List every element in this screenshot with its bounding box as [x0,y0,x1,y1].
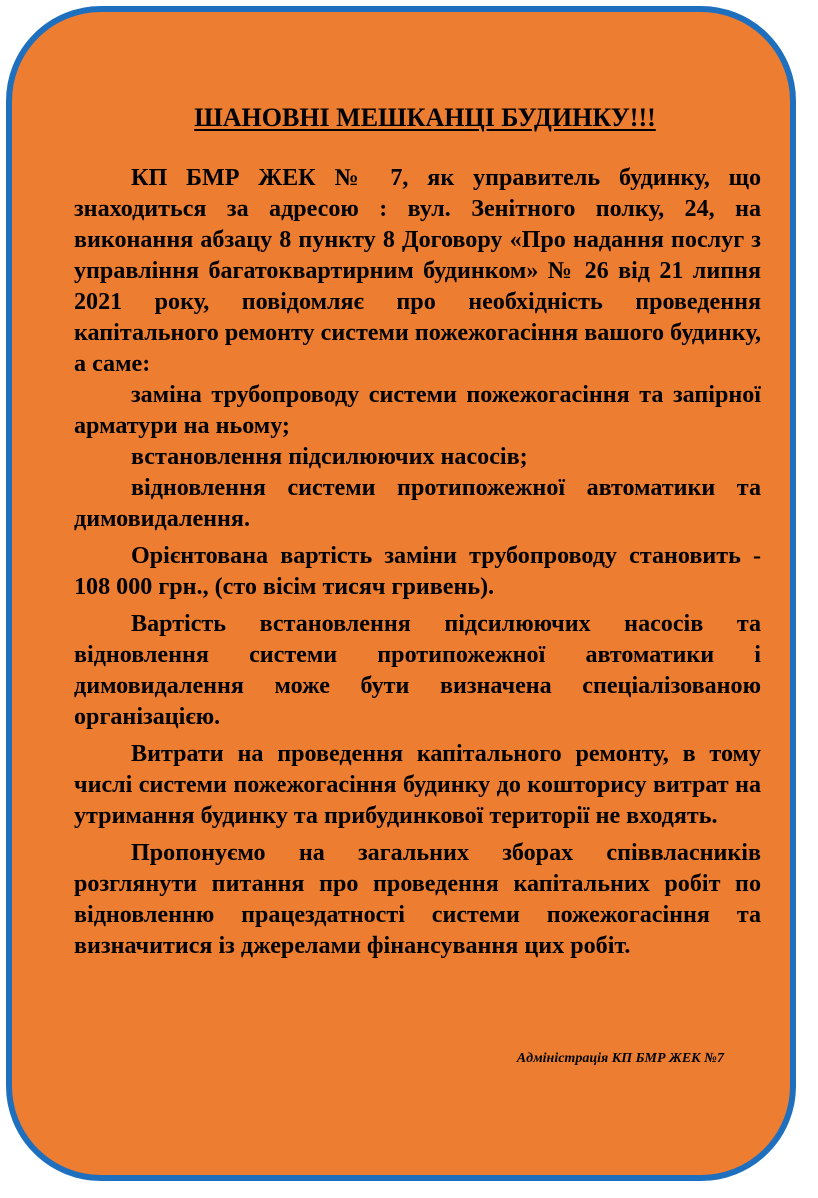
notice-title: ШАНОВНІ МЕШКАНЦІ БУДИНКУ!!! [194,103,656,132]
notice-paragraph-intro: КП БМР ЖЕК № 7, як управитель будинку, що знаходиться за адресою : вул. Зенітного полку, 24, на виконання абзацу 8 пункту 8 Договору «Про надання послуг з управління багатоквартирним будинком» № 26 від 21 липня 2021 року, повідомляє про необхідність проведення капітального ремонту системи пожежогасіння вашого будинку, а саме: [74,165,761,377]
notice-paragraph-proposal: Пропонуємо на загальних зборах співвласників розглянути питання про проведення капітальних робіт по відновленню працездатності системи пожежогасіння та визначитися із джерелами фінансування цих робіт. [74,840,761,959]
notice-signature: Адміністрація КП БМР ЖЕК №7 [516,1051,724,1066]
notice-card [6,6,796,1181]
notice-item-pipeline: заміна трубопроводу системи пожежогасіння та запірної арматури на ньому; [74,382,761,439]
notice-paragraph-pumps-cost: Вартість встановлення підсилюючих насосів та відновлення системи протипожежної автоматики і димовидалення може бути визначена спеціалізованою організацією. [74,611,761,730]
notice-body [74,163,761,962]
notice-paragraph-expenses: Витрати на проведення капітального ремонту, в тому числі системи пожежогасіння будинку до кошторису витрат на утримання будинку та прибудинкової території не входять. [74,741,761,829]
notice-paragraph-cost: Орієнтована вартість заміни трубопроводу становить - 108 000 грн., (сто вісім тисяч гривень). [74,543,761,600]
notice-item-pumps: встановлення підсилюючих насосів; [131,444,528,470]
notice-item-automation: відновлення системи протипожежної автоматики та димовидалення. [74,475,761,532]
